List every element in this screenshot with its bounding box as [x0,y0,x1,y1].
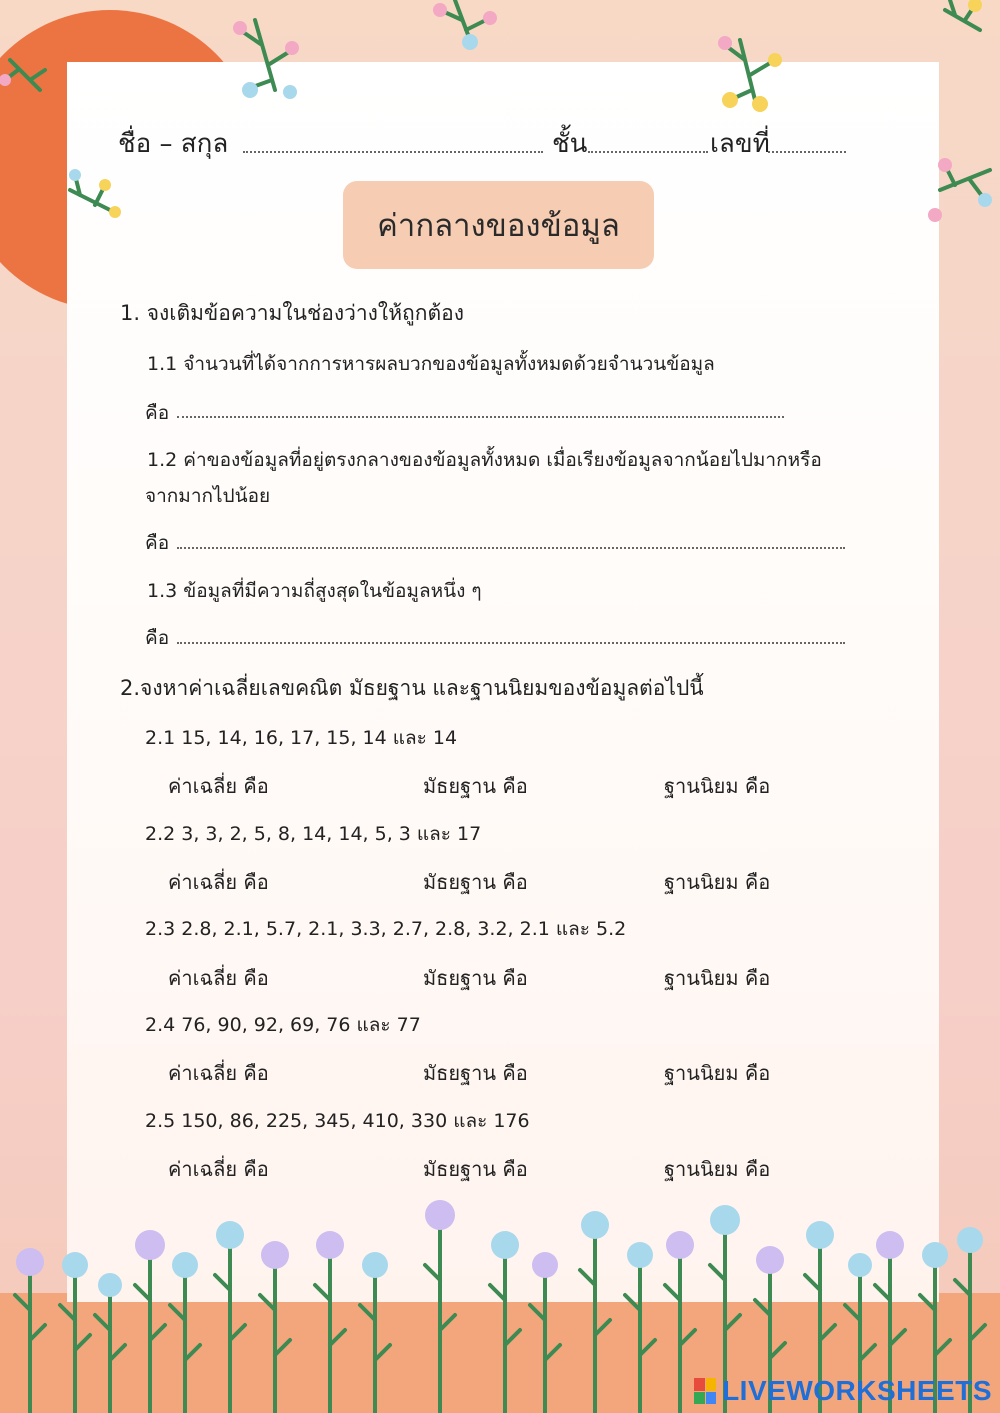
section1-heading: 1. จงเติมข้อความในช่องว่างให้ถูกต้อง [120,301,464,325]
question-1-3: 1.3 ข้อมูลที่มีความถี่สูงสุดในข้อมูลหนึ่ง ๆ [147,580,482,602]
mode-label: ฐานนิยม คือ [664,774,771,798]
number-field[interactable] [768,151,846,153]
answer-label-1-2: คือ [145,532,170,554]
problem-2-4: 2.4 76, 90, 92, 69, 76 และ 77 [145,1014,421,1036]
name-label: ชื่อ – สกุล [118,129,229,159]
mode-label: ฐานนิยม คือ [664,870,771,894]
answer-label-1-3: คือ [145,627,170,649]
liveworksheets-wordmark: LIVEWORKSHEETS [722,1375,992,1406]
median-label: มัธยฐาน คือ [423,966,528,990]
question-1-1: 1.1 จำนวนที่ได้จากการหารผลบวกของข้อมูลทั้งหมดด้วยจำนวนข้อมูล [147,353,715,375]
section2-heading: 2.จงหาค่าเฉลี่ยเลขคณิต มัธยฐาน และฐานนิยมของข้อมูลต่อไปนี้ [120,676,704,700]
median-label: มัธยฐาน คือ [423,774,528,798]
page-title: ค่ากลางของข้อมูล [343,181,654,269]
mean-label: ค่าเฉลี่ย คือ [168,774,269,798]
mean-label: ค่าเฉลี่ย คือ [168,870,269,894]
mode-label: ฐานนิยม คือ [664,1061,771,1085]
class-field[interactable] [588,151,708,153]
liveworksheets-icon [694,1378,716,1404]
problem-2-3: 2.3 2.8, 2.1, 5.7, 2.1, 3.3, 2.7, 2.8, 3.2, 2.1 และ 5.2 [145,918,627,940]
median-label: มัธยฐาน คือ [423,1157,528,1181]
problem-2-1: 2.1 15, 14, 16, 17, 15, 14 และ 14 [145,727,458,749]
mode-label: ฐานนิยม คือ [664,966,771,990]
question-1-2-cont: จากมากไปน้อย [145,485,271,507]
answer-field-1-2[interactable] [177,547,845,549]
name-field[interactable] [243,151,543,153]
problem-2-2: 2.2 3, 3, 2, 5, 8, 14, 14, 5, 3 และ 17 [145,823,482,845]
mode-label: ฐานนิยม คือ [664,1157,771,1181]
median-label: มัธยฐาน คือ [423,870,528,894]
mean-label: ค่าเฉลี่ย คือ [168,966,269,990]
median-label: มัธยฐาน คือ [423,1061,528,1085]
answer-field-1-1[interactable] [177,416,784,418]
mean-label: ค่าเฉลี่ย คือ [168,1061,269,1085]
number-label: เลขที่ [710,129,770,159]
answer-label-1-1: คือ [145,402,170,424]
question-1-2: 1.2 ค่าของข้อมูลที่อยู่ตรงกลางของข้อมูลทั้งหมด เมื่อเรียงข้อมูลจากน้อยไปมากหรือ [147,449,822,471]
class-label: ชั้น [552,129,588,159]
problem-2-5: 2.5 150, 86, 225, 345, 410, 330 และ 176 [145,1110,530,1132]
answer-field-1-3[interactable] [177,642,845,644]
liveworksheets-logo[interactable] [694,1375,992,1407]
mean-label: ค่าเฉลี่ย คือ [168,1157,269,1181]
